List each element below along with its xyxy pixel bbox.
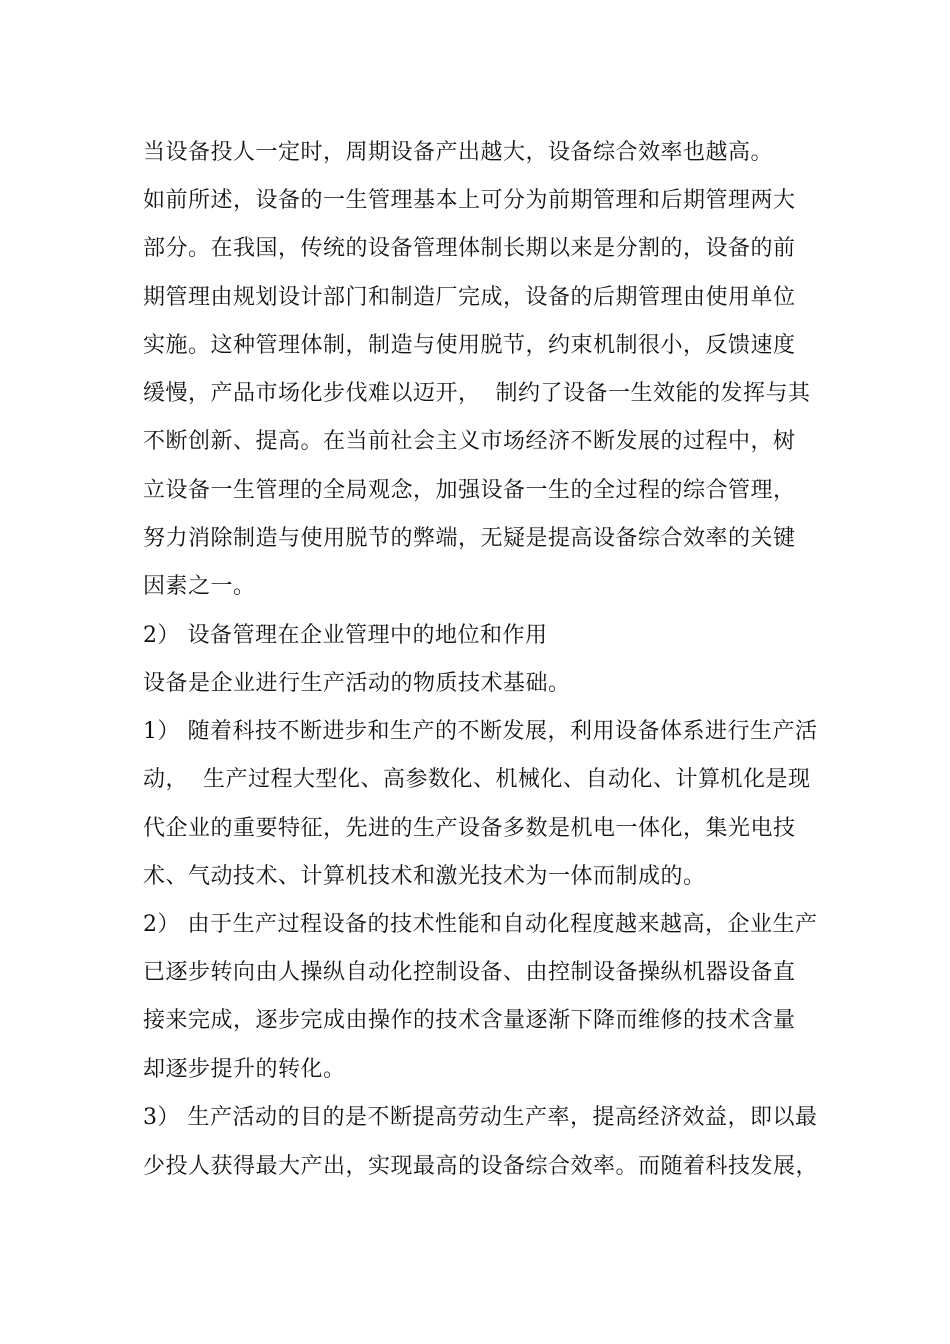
text-line: 接来完成，逐步完成由操作的技术含量逐渐下降而维修的技术含量 [143,1008,796,1033]
text-line: 因素之一。 [143,574,256,599]
text-line: 如前所述，设备的一生管理基本上可分为前期管理和后期管理两大 [143,188,796,213]
text-line: 却逐步提升的转化。 [143,1057,346,1082]
list-item-line: 1） 随着科技不断进步和生产的不断发展，利用设备体系进行生产活 [143,719,818,744]
text-line: 少投人获得最大产出，实现最高的设备综合效率。而随着科技发展， [143,1154,819,1179]
text-line: 期管理由规划设计部门和制造厂完成，设备的后期管理由使用单位 [143,285,796,310]
text-line: 已逐步转向由人操纵自动化控制设备、由控制设备操纵机器设备直 [143,960,796,985]
text-line: 缓慢，产品市场化步伐难以迈开， 制约了设备一生效能的发挥与其 [143,381,811,406]
text-line: 设备是企业进行生产活动的物质技术基础。 [143,671,571,696]
text-line: 动， 生产过程大型化、高参数化、机械化、自动化、计算机化是现 [143,767,811,792]
text-line: 努力消除制造与使用脱节的弊端，无疑是提高设备综合效率的关键 [143,526,796,551]
text-line: 当设备投人一定时，周期设备产出越大，设备综合效率也越高。 [143,140,774,165]
list-item-line: 3） 生产活动的目的是不断提高劳动生产率，提高经济效益，即以最 [143,1105,818,1130]
text-line: 不断创新、提高。在当前社会主义市场经济不断发展的过程中，树 [143,429,796,454]
list-item-line: 2） 由于生产过程设备的技术性能和自动化程度越来越高，企业生产 [143,912,818,937]
text-line: 代企业的重要特征，先进的生产设备多数是机电一体化，集光电技 [143,816,796,841]
text-line: 立设备一生管理的全局观念，加强设备一生的全过程的综合管理， [143,478,796,503]
text-line: 术、气动技术、计算机技术和激光技术为一体而制成的。 [143,864,706,889]
text-line: 实施。这种管理体制，制造与使用脱节，约束机制很小，反馈速度 [143,333,796,358]
section-heading: 2） 设备管理在企业管理中的地位和作用 [143,623,548,648]
text-line: 部分。在我国，传统的设备管理体制长期以来是分割的，设备的前 [143,236,796,261]
